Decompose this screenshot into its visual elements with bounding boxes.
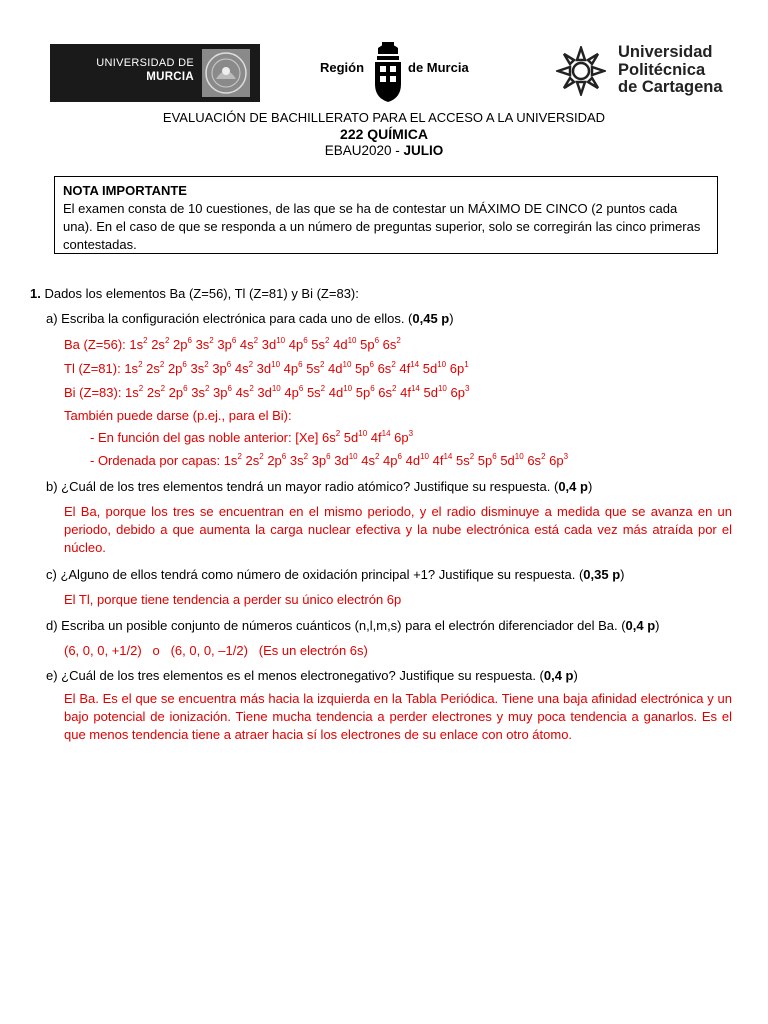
subject-title: 222 QUÍMICA	[340, 126, 428, 142]
electron-count: 10	[276, 335, 286, 345]
session-title	[0, 143, 768, 158]
config-tl	[64, 360, 469, 378]
orbital-term: $2s^2$	[146, 359, 165, 376]
orbital-term: $4s^2$	[235, 383, 254, 400]
electron-count: 2	[249, 383, 254, 393]
config-ba-orbitals	[129, 337, 400, 352]
electron-count: 2	[160, 383, 166, 393]
electron-count: 2	[138, 383, 144, 393]
orbital-term: $3s^2$	[289, 451, 309, 468]
electron-count: 2	[325, 335, 330, 345]
electron-count: 2	[138, 359, 143, 369]
orbital-term: $5s^2$	[311, 335, 330, 352]
part-d-answer: (6, 0, 0, +1/2) o (6, 0, 0, –1/2) (Es un electrón 6s)	[64, 643, 368, 658]
part-b-text: b) ¿Cuál de los tres elementos tendrá un mayor radio atómico? Justifique su respuesta. (	[46, 479, 559, 494]
orbital-term: $2s^2$	[146, 383, 166, 400]
orbital-term: $5d^{10}$	[422, 359, 447, 376]
electron-count: 2	[541, 451, 546, 461]
exam-title: EVALUACIÓN DE BACHILLERATO PARA EL ACCESO A LA UNIVERSIDAD	[162, 110, 606, 125]
alternative-note: También puede darse (p.ej., para el Bi):	[64, 408, 292, 423]
config-bi	[64, 384, 469, 402]
electron-count: 6	[298, 383, 304, 393]
electron-count: 2	[469, 451, 475, 461]
electron-count: 10	[358, 428, 368, 438]
orbital-term: $5s^2$	[306, 383, 326, 400]
electron-count: 2	[204, 359, 209, 369]
config-ba-label: Ba (Z=56):	[64, 337, 130, 352]
electron-count: 6	[369, 359, 374, 369]
orbital-term: $4p^6$	[288, 335, 308, 352]
config-bi-noble-gas	[90, 429, 413, 447]
electron-count: 6	[281, 451, 287, 461]
part-c-question	[46, 566, 624, 584]
orbital-term: $3p^6$	[217, 335, 237, 352]
electron-count: 2	[303, 451, 309, 461]
electron-count: 10	[342, 359, 352, 369]
orbital-term: $4p^6$	[283, 359, 303, 376]
orbital-term: $5p^6$	[355, 383, 375, 400]
electron-count: 6	[183, 383, 188, 393]
rm-right-text: de Murcia	[408, 60, 469, 75]
orbital-term: $1s^2$	[124, 359, 143, 376]
orbital-term: $6s^2$	[382, 335, 401, 352]
electron-count: 2	[159, 359, 165, 369]
electron-count: 2	[392, 383, 397, 393]
part-b-question	[46, 478, 592, 496]
electron-count: 2	[320, 383, 326, 393]
orbital-term: $5d^{10}$	[343, 428, 368, 445]
upct-logo	[556, 44, 726, 100]
electron-count: 2	[335, 428, 341, 438]
upct-line1: Universidad	[618, 43, 713, 61]
electron-count: 10	[343, 383, 353, 393]
orbital-term: $3s^2$	[195, 335, 214, 352]
orbital-term: $3p^6$	[213, 383, 232, 400]
um-line2: MURCIA	[146, 71, 194, 83]
orbital-term: $6s^2$	[321, 428, 341, 445]
electron-count: 6	[303, 335, 308, 345]
orbital-term: $4f^{14}$	[400, 383, 420, 400]
electron-count: 2	[164, 335, 170, 345]
part-d-question	[46, 617, 660, 635]
region-murcia-logo	[320, 40, 480, 104]
orbital-term: $2s^2$	[151, 335, 170, 352]
electron-count: 2	[237, 451, 242, 461]
orbital-term: $3d^{10}$	[256, 359, 281, 376]
electron-count: 6	[492, 451, 497, 461]
part-c-text: c) ¿Alguno de ellos tendrá como número de oxidación principal +1? Justifique su respuesta. (	[46, 567, 584, 582]
config-tl-orbitals	[124, 361, 468, 376]
part-d-points: 0,4 p	[625, 618, 656, 633]
part-e-question	[46, 667, 578, 685]
electron-count: 10	[348, 451, 358, 461]
electron-count: 10	[420, 451, 429, 461]
nota-importante-box	[54, 176, 718, 254]
part-e-points: 0,4 p	[543, 668, 574, 683]
orbital-term: $4p^6$	[284, 383, 304, 400]
crest-icon	[370, 40, 406, 104]
part-d-text: d) Escriba un posible conjunto de números cuánticos (n,l,m,s) para el electrón diferenciador del Ba. (	[46, 618, 626, 633]
compass-star-icon	[556, 46, 606, 96]
orbital-term: $6p^3$	[450, 383, 470, 400]
electron-count: 1	[464, 359, 469, 369]
electron-count: 6	[370, 383, 375, 393]
seal-icon	[202, 49, 250, 97]
part-e-answer: El Ba. Es el que se encuentra más hacia la izquierda en la Tabla Periódica. Tiene una baja afinidad electrónica y un bajo potencial de ionización. Tiene mucha tendencia a perder electrones y muy poca tendencia a ganarlos. Es el que menos tendencia tiene a atraer hacia sí los electrones de su enlace con otro átomo.	[64, 691, 732, 742]
orbital-term: $3d^{10}$	[334, 451, 358, 468]
question-1-heading	[30, 285, 359, 303]
electron-count: 10	[271, 359, 281, 369]
electron-count: 14	[410, 359, 420, 369]
orbital-term: $4d^{10}$	[405, 451, 429, 468]
orbital-term: $3s^2$	[190, 359, 209, 376]
orbital-term: $2s^2$	[245, 451, 264, 468]
electron-count: 10	[437, 359, 447, 369]
electron-count: 6	[226, 359, 232, 369]
orbital-term: $2p^6$	[173, 335, 192, 352]
electron-count: 14	[381, 428, 391, 438]
orbital-term: $6p^3$	[549, 451, 569, 468]
electron-count: 6	[397, 451, 402, 461]
electron-count: 3	[464, 383, 470, 393]
part-c-answer: El Tl, porque tiene tendencia a perder su único electrón 6p	[64, 592, 402, 607]
orbital-term: $1s^2$	[223, 451, 242, 468]
noble-gas-orbitals	[322, 430, 413, 445]
electron-count: 10	[514, 451, 524, 461]
orbital-term: $6p^3$	[394, 428, 414, 445]
orbital-term: $1s^2$	[125, 383, 144, 400]
config-bi-orbitals	[125, 385, 469, 400]
orbital-term: $1s^2$	[129, 335, 148, 352]
orbital-term: $2p^6$	[167, 359, 187, 376]
session-year: EBAU2020 -	[324, 143, 404, 158]
electron-count: 3	[563, 451, 569, 461]
part-a-close: )	[449, 311, 454, 326]
session-month: JULIO	[403, 143, 444, 158]
part-a-points: 0,45 p	[412, 311, 450, 326]
electron-count: 2	[248, 359, 254, 369]
orbital-term: $4s^2$	[361, 451, 380, 468]
electron-count: 2	[391, 359, 396, 369]
orbital-term: $3d^{10}$	[261, 335, 286, 352]
orbital-term: $4f^{14}$	[370, 428, 391, 445]
part-c-close: )	[620, 567, 625, 582]
question-number: 1.	[30, 286, 41, 301]
orbital-term: $6s^2$	[527, 451, 546, 468]
part-b-close: )	[587, 479, 593, 494]
electron-count: 2	[253, 335, 259, 345]
orbital-term: $6s^2$	[378, 383, 397, 400]
orbital-term: $3p^6$	[311, 451, 331, 468]
orbital-term: $4f^{14}$	[432, 451, 453, 468]
orbital-term: $4s^2$	[234, 359, 254, 376]
orbital-term: $3s^2$	[191, 383, 210, 400]
config-tl-label: Tl (Z=81):	[64, 361, 125, 376]
config-bi-by-shell	[90, 452, 568, 470]
part-e-text: e) ¿Cuál de los tres elementos es el menos electronegativo? Justifique su respuesta. (	[46, 668, 544, 683]
question-text: Dados los elementos Ba (Z=56), Tl (Z=81) y Bi (Z=83):	[40, 286, 359, 301]
orbital-term: $5d^{10}$	[423, 383, 447, 400]
electron-count: 6	[374, 335, 380, 345]
part-d-close: )	[655, 618, 660, 633]
orbital-term: $4s^2$	[239, 335, 259, 352]
orbital-term: $6p^1$	[449, 359, 469, 376]
electron-count: 2	[396, 335, 401, 345]
electron-count: 6	[187, 335, 192, 345]
upct-line3: de Cartagena	[618, 78, 723, 96]
orbital-term: $3p^6$	[212, 359, 232, 376]
config-bi-label: Bi (Z=83):	[64, 385, 126, 400]
orbital-term: $2p^6$	[267, 451, 287, 468]
by-shell-label: - Ordenada por capas:	[90, 453, 224, 468]
electron-count: 6	[182, 359, 187, 369]
electron-count: 6	[227, 383, 232, 393]
orbital-term: $5p^6$	[360, 335, 380, 352]
config-ba	[64, 336, 401, 354]
orbital-term: $5s^2$	[306, 359, 325, 376]
orbital-term: $2p^6$	[168, 383, 188, 400]
electron-count: 10	[437, 383, 447, 393]
orbital-term: $5p^6$	[477, 451, 497, 468]
electron-count: 2	[204, 383, 210, 393]
part-a-text: a) Escriba la configuración electrónica para cada uno de ellos. (	[46, 311, 413, 326]
orbital-term: $3d^{10}$	[257, 383, 281, 400]
part-e-close: )	[573, 668, 578, 683]
nota-text: El examen consta de 10 cuestiones, de las que se ha de contestar un MÁXIMO DE CINCO (2 puntos cada una). En el caso de que se responda a un número de preguntas superior, solo se corregirán las cinco primeras contestadas.	[63, 201, 701, 252]
electron-count: 14	[410, 383, 420, 393]
electron-count: 2	[374, 451, 380, 461]
electron-count: 3	[408, 428, 414, 438]
nota-title: NOTA IMPORTANTE	[63, 183, 187, 198]
electron-count: 10	[347, 335, 357, 345]
orbital-term: $4f^{14}$	[399, 359, 420, 376]
part-a-question	[46, 310, 454, 328]
electron-count: 6	[298, 359, 303, 369]
universidad-murcia-logo	[50, 44, 260, 102]
orbital-term: $4d^{10}$	[333, 335, 357, 352]
electron-count: 2	[143, 335, 148, 345]
orbital-term: $4d^{10}$	[328, 383, 353, 400]
electron-count: 10	[271, 383, 281, 393]
noble-gas-label: - En función del gas noble anterior: [Xe]	[90, 430, 322, 445]
part-b-points: 0,4 p	[558, 479, 588, 494]
electron-count: 2	[209, 335, 214, 345]
by-shell-orbitals	[224, 453, 568, 468]
um-line1: UNIVERSIDAD DE	[96, 57, 194, 69]
rm-left-text: Región	[320, 60, 365, 75]
electron-count: 2	[319, 359, 325, 369]
orbital-term: $5d^{10}$	[500, 451, 524, 468]
orbital-term: $4p^6$	[383, 451, 402, 468]
orbital-term: $5p^6$	[355, 359, 374, 376]
part-b-answer: El Ba, porque los tres se encuentran en el mismo periodo, y el radio disminuye a medida que se avanza en un periodo, debido a que aumenta la carga nuclear efectiva y la nube electrónica está cada vez más atraída por el núcleo.	[64, 504, 732, 555]
electron-count: 6	[231, 335, 237, 345]
upct-line2: Politécnica	[618, 60, 706, 79]
orbital-term: $6s^2$	[377, 359, 396, 376]
part-c-points: 0,35 p	[583, 567, 621, 582]
orbital-term: $5s^2$	[455, 451, 475, 468]
electron-count: 14	[443, 451, 453, 461]
electron-count: 6	[326, 451, 331, 461]
orbital-term: $4d^{10}$	[328, 359, 352, 376]
electron-count: 2	[259, 451, 264, 461]
